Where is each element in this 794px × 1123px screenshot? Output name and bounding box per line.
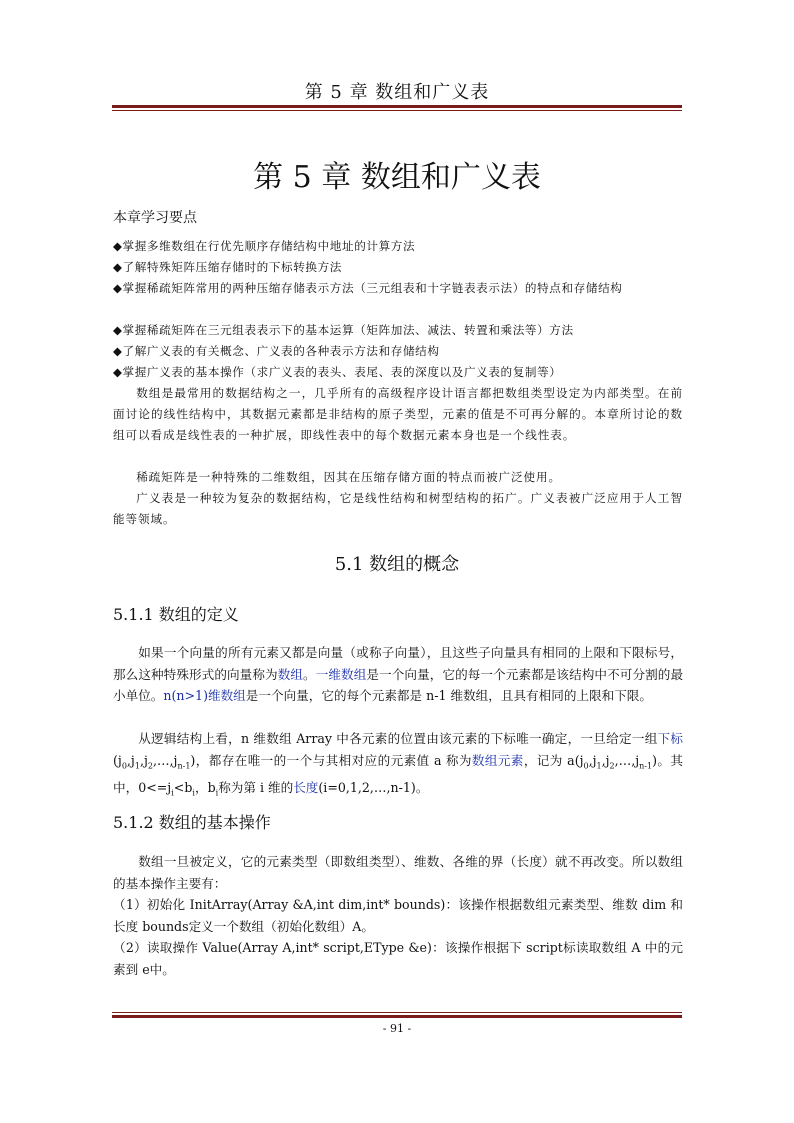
logic-structure-paragraph: 从逻辑结构上看，n 维数组 Array 中各元素的位置由该元素的下标唯一确定，一旦给定一组下标$(j_0,j_1,j_2,\dots,j_{n-1})$，都存在唯一的一个与其相对应的元素值 a 称为数组元素，记为 $a(j_0,j_1,j_2,\dots,j_{n-1})$。其中，$0<=j_i<b_i$，$b_i$称为第 i 维的长度(i=0,1,2,…,n-1)。 [113, 731, 684, 798]
key-point-item: ◆了解广义表的有关概念、广义表的各种表示方法和存储结构 [113, 344, 440, 358]
key-point-item: ◆了解特殊矩阵压缩存储时的下标转换方法 [113, 260, 343, 274]
header-rule-thin [112, 110, 682, 111]
header-rule-thick [112, 105, 682, 108]
subsection-title: 5.1.1 数组的定义 [113, 605, 239, 624]
footer-rule-thin [112, 1012, 682, 1013]
subsection-title: 5.1.2 数组的基本操作 [113, 813, 271, 832]
key-point-item: ◆掌握稀疏矩阵在三元组表表示下的基本运算（矩阵加法、减法、转置和乘法等）方法 [113, 323, 574, 337]
key-point-item: ◆掌握广义表的基本操作（求广义表的表头、表尾、表的深度以及广义表的复制等） [113, 365, 562, 379]
term-subscript: 下标 [657, 731, 683, 746]
intro-paragraph: 广义表是一种较为复杂的数据结构，它是线性结构和树型结构的拓广。广义表被广泛应用于人工智能等领域。 [113, 491, 683, 526]
term-one-dim-array: 一维数组 [315, 666, 367, 682]
operation-init: （1）初始化 InitArray(Array &A,int dim,int* bounds)：该操作根据数组元素类型、维数 dim 和长度 bounds定义一个数组（初始化数组）A。 [113, 897, 683, 934]
operations-intro: 数组一旦被定义，它的元素类型（即数组类型）、维数、各维的界（长度）就不再改变。所以数组的基本操作主要有： [113, 854, 683, 891]
running-header: 第 5 章 数组和广义表 [304, 82, 490, 103]
key-point-item: ◆掌握稀疏矩阵常用的两种压缩存储表示方法（三元组表和十字链表表示法）的特点和存储结构 [113, 281, 623, 295]
key-point-item: ◆掌握多维数组在行优先顺序存储结构中地址的计算方法 [113, 239, 416, 253]
page-number: - 91 - [382, 1022, 412, 1035]
section-title: 5.1 数组的概念 [334, 554, 460, 575]
chapter-title: 第 5 章 数组和广义表 [253, 160, 541, 195]
intro-paragraph: 数组是最常用的数据结构之一，几乎所有的高级程序设计语言都把数组类型设定为内部类型。在前面讨论的线性结构中，其数据元素都是非结构的原子类型，元素的值是不可再分解的。本章所讨论的数组可以看成是线性表的一种扩展，即线性表中的每个数据元素本身也是一个线性表。 [113, 386, 683, 442]
key-points-title: 本章学习要点 [113, 210, 197, 226]
footer-rule-thick [112, 1015, 682, 1018]
term-array: 数组 [277, 666, 304, 682]
term-length: 长度 [293, 779, 319, 795]
term-n-dim-array: n(n>1)维数组 [163, 688, 246, 703]
term-array-element: 数组元素 [471, 752, 524, 768]
intro-paragraph: 稀疏矩阵是一种特殊的二维数组，因其在压缩存储方面的特点而被广泛使用。 [136, 470, 561, 484]
operation-value: （2）读取操作 Value(Array A,int* script,EType &e)：该操作根据下 script标读取数组 A 中的元素到 e中。 [113, 940, 683, 977]
definition-paragraph: 如果一个向量的所有元素又都是向量（或称子向量），且这些子向量具有相同的上限和下限标号，那么这种特殊形式的向量称为数组。一维数组是一个向量，它的每一个元素都是该结构中不可分割的最小单位。n(n>1)维数组是一个向量，它的每个元素都是 n-1 维数组，且具有相同的上限和下限。 [113, 645, 684, 703]
